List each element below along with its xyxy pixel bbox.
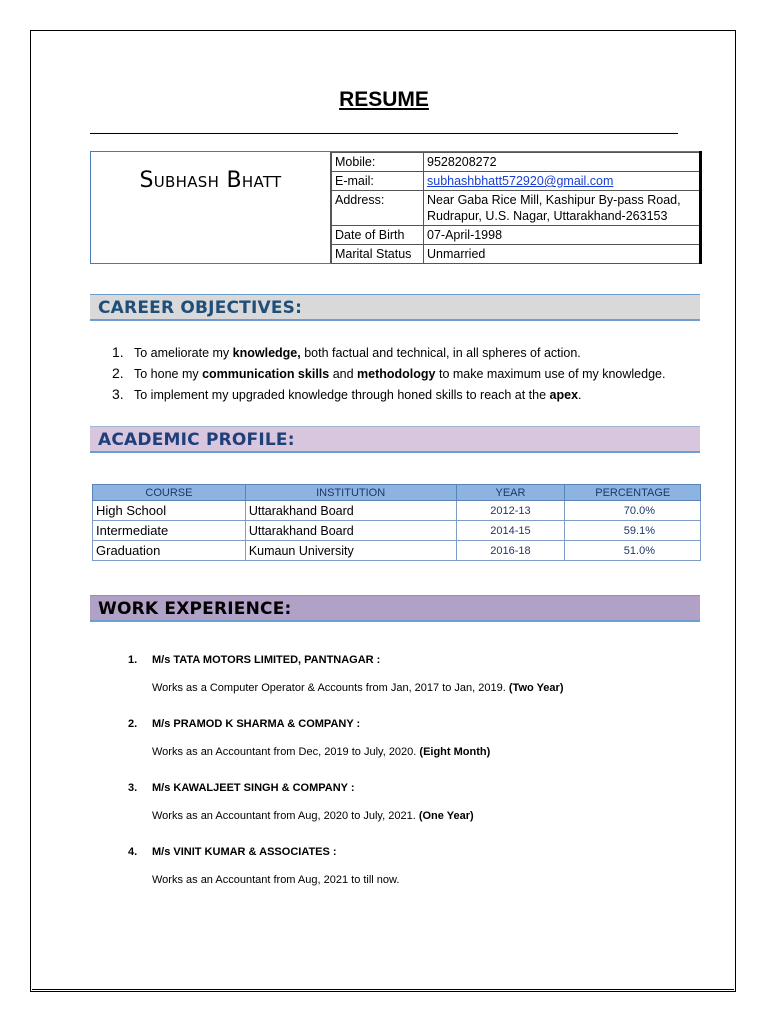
objective-item (112, 384, 665, 405)
objective-text: both factual and technical, in all spheres of action. (300, 346, 581, 360)
objective-item (112, 342, 665, 363)
title-divider (90, 133, 678, 134)
company-name: M/s VINIT KUMAR & ASSOCIATES : (152, 846, 337, 858)
contact-value: Near Gaba Rice Mill, Kashipur By-pass Road, Rudrapur, U.S. Nagar, Uttarakhand-263153 (424, 191, 701, 226)
percentage-cell: 51.0% (565, 541, 701, 561)
objective-text: and (329, 367, 358, 381)
job-description (152, 874, 563, 886)
percentage-cell: 59.1% (565, 521, 701, 541)
job-duration: (One Year) (418, 810, 474, 822)
work-list (128, 650, 563, 906)
course-cell: High School (93, 501, 246, 521)
course-cell: Graduation (93, 541, 246, 561)
job-number: 2. (128, 718, 138, 730)
contact-table (331, 152, 701, 264)
contact-row (332, 245, 701, 264)
objective-number: 1. (112, 344, 124, 360)
institution-cell: Uttarakhand Board (245, 501, 456, 521)
job-company (128, 778, 563, 798)
objective-text: To hone my (134, 367, 203, 381)
objective-emphasis: apex (549, 388, 579, 402)
contact-row (332, 226, 701, 245)
contact-row (332, 153, 701, 172)
job-item (128, 714, 563, 778)
name-cell (91, 152, 331, 263)
job-description (152, 746, 563, 758)
job-company (128, 842, 563, 862)
objective-emphasis: communication skills (202, 367, 330, 381)
job-duration: (Eight Month) (419, 746, 491, 758)
job-number: 3. (128, 782, 138, 794)
table-row (93, 521, 701, 541)
company-name: M/s TATA MOTORS LIMITED, PANTNAGAR : (152, 654, 381, 666)
job-duration: (Two Year) (508, 682, 564, 694)
objective-emphasis: knowledge, (232, 346, 301, 360)
work-experience-heading: WORK EXPERIENCE: (90, 595, 700, 622)
objective-emphasis: methodology (357, 367, 436, 381)
academic-table (92, 484, 701, 561)
year-cell: 2014-15 (456, 521, 565, 541)
email-link[interactable]: subhashbhatt572920@gmail.com (427, 174, 614, 188)
job-role: Works as an Accountant from Aug, 2020 to July, 2021. (152, 810, 419, 822)
column-header: COURSE (93, 485, 246, 501)
job-number: 1. (128, 654, 138, 666)
contact-label: E-mail: (332, 172, 424, 191)
header-edge (699, 151, 702, 264)
column-header: PERCENTAGE (565, 485, 701, 501)
page-title: RESUME (339, 88, 429, 111)
objective-number: 2. (112, 365, 124, 381)
contact-row (332, 172, 701, 191)
institution-cell: Kumaun University (245, 541, 456, 561)
objective-item (112, 363, 665, 384)
percentage-cell: 70.0% (565, 501, 701, 521)
candidate-name: Subhash Bhatt (139, 168, 282, 193)
job-description (152, 682, 563, 694)
table-row (93, 541, 701, 561)
job-role: Works as an Accountant from Dec, 2019 to July, 2020. (152, 746, 420, 758)
contact-value: 07-April-1998 (424, 226, 701, 245)
year-cell: 2012-13 (456, 501, 565, 521)
table-row (93, 501, 701, 521)
objectives-list (112, 342, 665, 405)
objective-text: to make maximum use of my knowledge. (435, 367, 666, 381)
contact-value: Unmarried (424, 245, 701, 264)
course-cell: Intermediate (93, 521, 246, 541)
contact-value: 9528208272 (424, 153, 701, 172)
job-company (128, 650, 563, 670)
job-description (152, 810, 563, 822)
job-company (128, 714, 563, 734)
contact-label: Mobile: (332, 153, 424, 172)
contact-label: Address: (332, 191, 424, 226)
contact-label: Marital Status (332, 245, 424, 264)
job-item (128, 778, 563, 842)
year-cell: 2016-18 (456, 541, 565, 561)
company-name: M/s PRAMOD K SHARMA & COMPANY : (152, 718, 361, 730)
company-name: M/s KAWALJEET SINGH & COMPANY : (152, 782, 355, 794)
column-header: INSTITUTION (245, 485, 456, 501)
contact-row (332, 191, 701, 226)
academic-profile-heading: ACADEMIC PROFILE: (90, 426, 700, 453)
objective-number: 3. (112, 386, 124, 402)
job-number: 4. (128, 846, 138, 858)
job-role: Works as a Computer Operator & Accounts from Jan, 2017 to Jan, 2019. (152, 682, 509, 694)
objective-text: To implement my upgraded knowledge through honed skills to reach at the (134, 388, 550, 402)
job-item (128, 842, 563, 906)
header-block (90, 151, 701, 264)
job-role: Works as an Accountant from Aug, 2021 to till now. (152, 874, 400, 886)
objective-text: . (578, 388, 582, 402)
contact-value (424, 172, 701, 191)
career-objectives-heading: CAREER OBJECTIVES: (90, 294, 700, 321)
contact-label: Date of Birth (332, 226, 424, 245)
objective-text: To ameliorate my (134, 346, 233, 360)
job-item (128, 650, 563, 714)
institution-cell: Uttarakhand Board (245, 521, 456, 541)
column-header: YEAR (456, 485, 565, 501)
